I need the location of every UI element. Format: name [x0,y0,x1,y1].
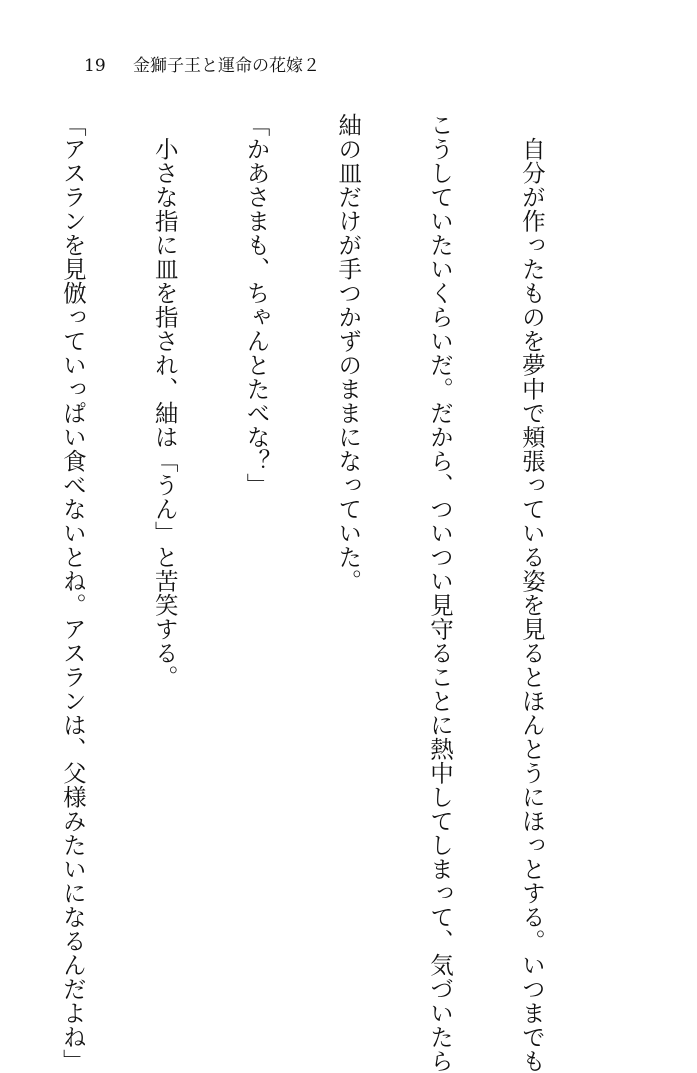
book-title: 金獅子王と運命の花嫁２ [133,56,321,76]
page-number: 19 [84,56,106,76]
text-line: 自分が作ったものを夢中で頬張っている姿を見るとほんとうにほっとする。いつまでも [517,113,546,1073]
text-line: 紬の皿だけが手つかずのままになっていた。 [334,113,363,593]
text-line: 「アスランを見倣っていっぱい食べないとね。アスランは、父様みたいになるんだよね」 [58,113,87,1073]
running-header [84,58,320,75]
text-line: 小さな指に皿を指され、紬は「うん」と苦笑する。 [150,113,179,689]
text-line: こうしていたいくらいだ。だから、ついつい見守ることに熱中してしまって、気づいたら [426,113,455,1073]
body-text [58,113,608,1073]
text-line: 「かあさまも、ちゃんとたべな？」 [242,113,271,497]
